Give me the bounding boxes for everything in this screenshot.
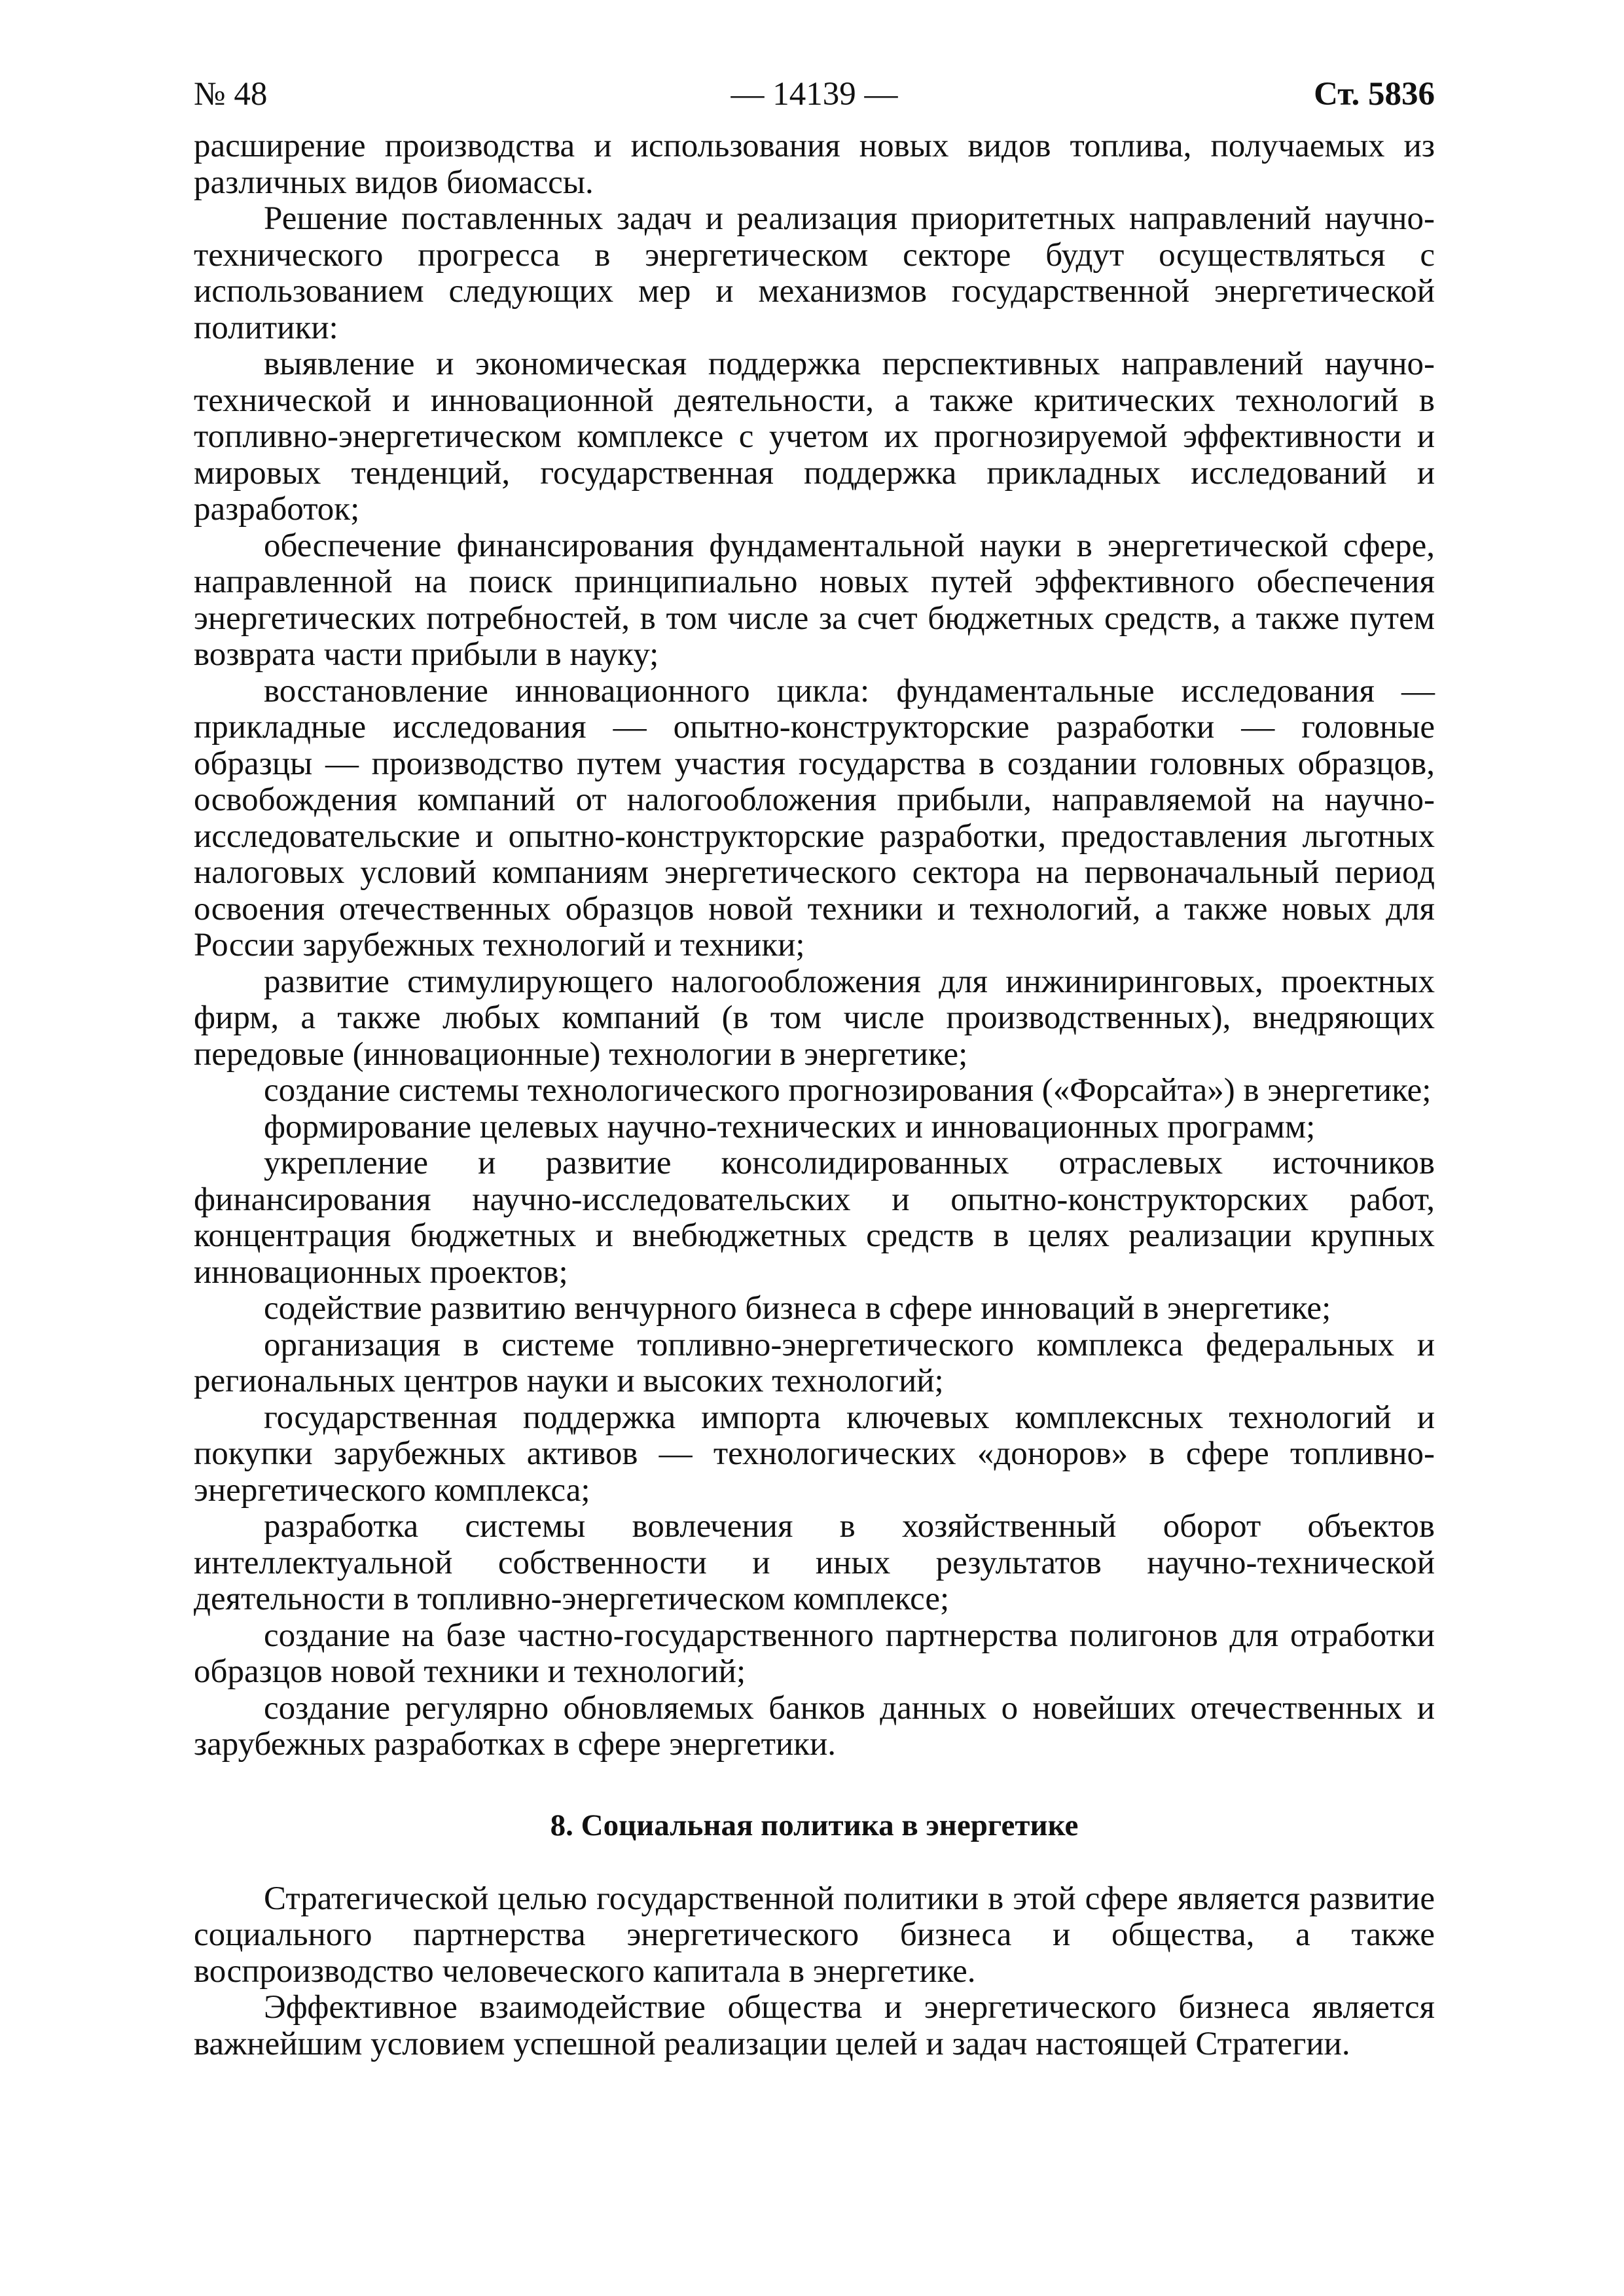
list-item-measure: обеспечение финансирования фундаментальной науки в энергетической сфере, направленной на поиск принципиально новых путей эффективного обеспечения энергетических потребностей, в том числе за счет бюджетных средств, а также путем возврата части прибыли в науку; bbox=[194, 527, 1435, 673]
list-item-measure: государственная поддержка импорта ключевых комплексных технологий и покупки зарубежных активов — технологических «доноров» в сфере топливно-энергетического комплекса; bbox=[194, 1399, 1435, 1509]
list-item-measure: укрепление и развитие консолидированных отраслевых источников финансирования научно-исследовательских и опытно-конструкторских работ, концентрация бюджетных и внебюджетных средств в целях реализации крупных инновационных проектов; bbox=[194, 1145, 1435, 1291]
running-header bbox=[194, 63, 1435, 126]
paragraph-continuation: расширение производства и использования новых видов топлива, получаемых из различных видов биомассы. bbox=[194, 128, 1435, 201]
document-page bbox=[194, 63, 1435, 2062]
list-item-measure: выявление и экономическая поддержка перспективных направлений научно-технической и инновационной деятельности, а также критических технологий в топливно-энергетическом комплексе с учетом их прогнозируемой эффективности и мировых тенденций, государственная поддержка прикладных исследований и разработок; bbox=[194, 346, 1435, 528]
list-item-measure: разработка системы вовлечения в хозяйственный оборот объектов интеллектуальной собственности и иных результатов научно-технической деятельности в топливно-энергетическом комплексе; bbox=[194, 1508, 1435, 1617]
paragraph-interaction: Эффективное взаимодействие общества и энергетического бизнеса является важнейшим условием успешной реализации целей и задач настоящей Стратегии. bbox=[194, 1989, 1435, 2062]
section-heading: 8. Социальная политика в энергетике bbox=[550, 1808, 1079, 1842]
list-item-measure: создание системы технологического прогнозирования («Форсайта») в энергетике; bbox=[264, 1072, 1432, 1109]
document-body bbox=[194, 128, 1435, 2062]
list-item-measure: организация в системе топливно-энергетического комплекса федеральных и региональных центров науки и высоких технологий; bbox=[194, 1326, 1435, 1399]
article-reference: Ст. 5836 bbox=[1314, 76, 1435, 113]
list-item-measure: создание на базе частно-государственного партнерства полигонов для отработки образцов новой техники и технологий; bbox=[194, 1617, 1435, 1690]
issue-number: № 48 bbox=[194, 76, 268, 113]
list-item-measure: восстановление инновационного цикла: фундаментальные исследования — прикладные исследования — опытно-конструкторские разработки — головные образцы — производство путем участия государства в создании головных образцов, освобождения компаний от налогообложения прибыли, направляемой на научно-исследовательские и опытно-конструкторские разработки, предоставления льготных налоговых условий компаниям энергетического сектора на первоначальный период освоения отечественных образцов новой техники и технологий, а также новых для России зарубежных технологий и техники; bbox=[194, 672, 1435, 963]
list-item-measure: формирование целевых научно-технических и инновационных программ; bbox=[264, 1108, 1316, 1145]
paragraph-strategic-goal: Стратегической целью государственной политики в этой сфере является развитие социального партнерства энергетического бизнеса и общества, а также воспроизводство человеческого капитала в энергетике. bbox=[194, 1880, 1435, 1990]
list-item-measure: развитие стимулирующего налогообложения для инжиниринговых, проектных фирм, а также любых компаний (в том числе производственных), внедряющих передовые (инновационные) технологии в энергетике; bbox=[194, 963, 1435, 1073]
paragraph-intro-measures: Решение поставленных задач и реализация приоритетных направлений научно-технического прогресса в энергетическом секторе будут осуществляться с использованием следующих мер и механизмов государственной энергетической политики: bbox=[194, 200, 1435, 346]
list-item-measure: создание регулярно обновляемых банков данных о новейших отечественных и зарубежных разработках в сфере энергетики. bbox=[194, 1689, 1435, 1763]
page-number: — 14139 — bbox=[731, 76, 898, 113]
list-item-measure: содействие развитию венчурного бизнеса в сфере инноваций в энергетике; bbox=[264, 1290, 1331, 1327]
